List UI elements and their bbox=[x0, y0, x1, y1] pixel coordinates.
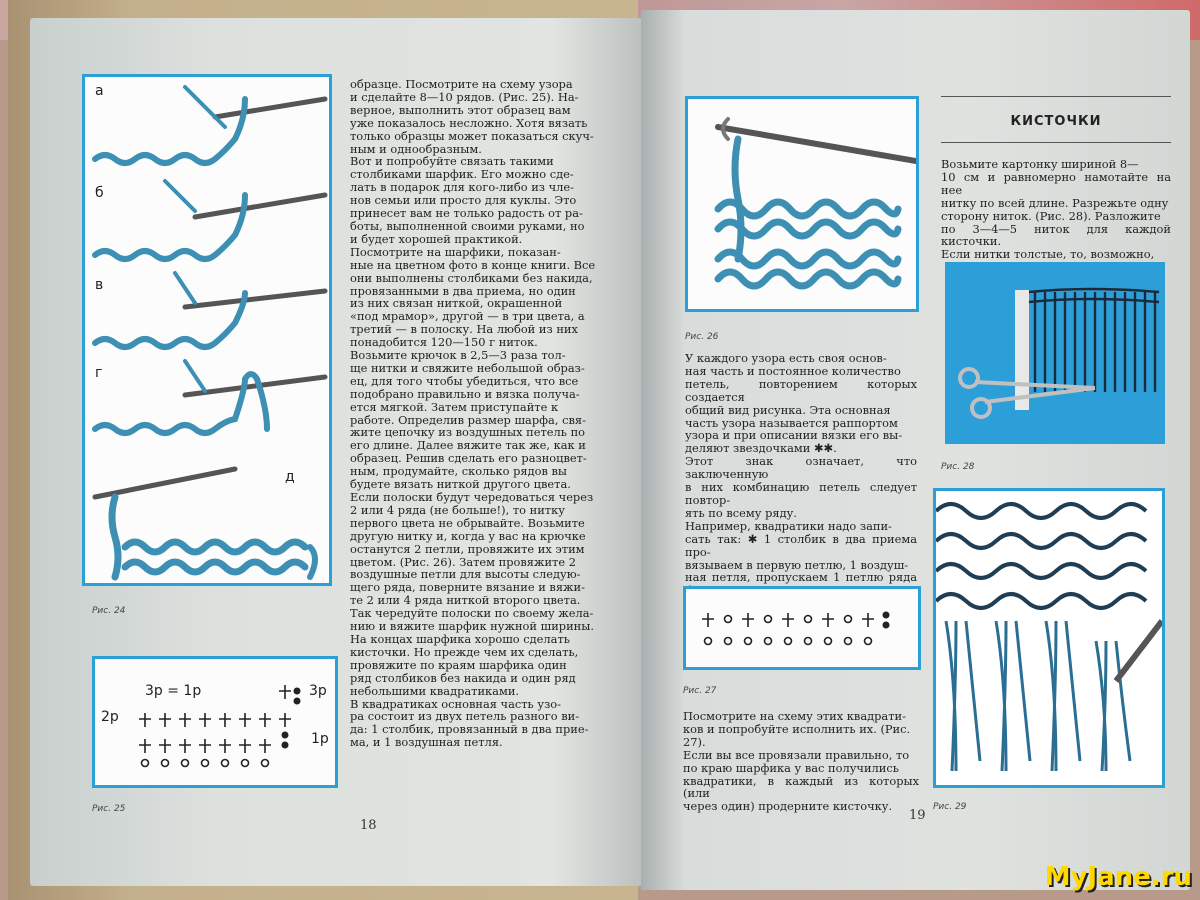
left-body-text-line: образец. Решив сделать его разноцвет- bbox=[350, 451, 587, 466]
figure-29-illustration bbox=[936, 491, 1162, 785]
left-body-text-line: лать в подарок для кого-либо из чле- bbox=[350, 180, 574, 195]
right-page bbox=[641, 10, 1190, 890]
figure-27-stitch-chart bbox=[686, 589, 918, 667]
right-page-number: 19 bbox=[909, 808, 926, 823]
left-body-text-line: уже показалось несложно. Хотя вязать bbox=[350, 115, 588, 130]
left-body-text-line: провяжите по краям шарфика один bbox=[350, 657, 567, 672]
left-body-text-line: принесет вам не только радость от ра- bbox=[350, 206, 583, 221]
left-body-text-line: работе. Определив размер шарфа, свя- bbox=[350, 412, 586, 427]
figure-27-caption: Рис. 27 bbox=[683, 686, 717, 696]
left-body-text-line: жите цепочку из воздушных петель по bbox=[350, 425, 586, 440]
figure-25-stitch-chart bbox=[95, 659, 335, 785]
right-body-text-line: петель, повторением которых создается bbox=[685, 376, 917, 404]
left-body-text-line: ец, для того чтобы убедиться, что все bbox=[350, 373, 579, 388]
left-body-text-line: нов семьи или просто для куклы. Это bbox=[350, 193, 577, 208]
left-body-text-line: и сделайте 8—10 рядов. (Рис. 25). На- bbox=[350, 89, 579, 104]
right-body-text-line: общий вид рисунка. Эта основная bbox=[685, 402, 891, 417]
tassel-text-line: 10 см и равномерно намотайте на нее bbox=[941, 169, 1171, 197]
left-body-text-line: Посмотрите на шарфики, показан- bbox=[350, 244, 561, 259]
left-body-text-line: ще нитки и свяжите небольшой образ- bbox=[350, 360, 585, 375]
left-body-text-line: На концах шарфика хорошо сделать bbox=[350, 631, 570, 646]
right-body-text-2-line: по краю шарфика у вас получились bbox=[683, 760, 899, 775]
figure-24-step-b: б bbox=[95, 185, 104, 201]
left-body-text-line: останутся 2 петли, провяжите их этим bbox=[350, 541, 585, 556]
right-body-text-line: узора и при описании вязки его вы- bbox=[685, 428, 903, 443]
figure-24-step-d: д bbox=[285, 469, 295, 485]
right-body-text-line: ная петля, пропускаем 1 петлю ряда bbox=[685, 570, 917, 585]
left-body-text-line: верное, выполнить этот образец вам bbox=[350, 102, 571, 117]
left-body-text-line: ется мягкой. Затем приступайте к bbox=[350, 399, 559, 414]
left-body-text-line: кисточки. Но прежде чем их сделать, bbox=[350, 644, 579, 659]
figure-24-frame bbox=[82, 74, 332, 586]
figure-25-label-3r-1r: 3р = 1р bbox=[145, 683, 202, 699]
right-body-text-line: ная часть и постоянное количество bbox=[685, 363, 901, 378]
tassel-text-line: сторону ниток. (Рис. 28). Разложите bbox=[941, 208, 1161, 223]
tassel-text-line: нитку по всей длине. Разрежьте одну bbox=[941, 195, 1169, 210]
left-body-text-line: они выполнены столбиками без накида, bbox=[350, 270, 593, 285]
tassel-intro-text bbox=[941, 158, 1171, 261]
right-body-text-line: ять по всему ряду. bbox=[685, 505, 797, 520]
left-body-text-line: провязанными в два приема, но один bbox=[350, 283, 576, 298]
figure-25-label-3r: 3р bbox=[309, 683, 327, 699]
left-body-text-line: и будет хорошей практикой. bbox=[350, 231, 523, 246]
left-body-text-line: столбиками шарфик. Его можно сде- bbox=[350, 167, 574, 182]
left-body-text-line: другую нитку и, когда у вас на крючке bbox=[350, 528, 586, 543]
left-body-text-line: подобрано правильно и вязка получа- bbox=[350, 386, 580, 401]
left-body-text-line: его длине. Далее вяжите так же, как и bbox=[350, 438, 586, 453]
left-body-text-line: ным и однообразным. bbox=[350, 141, 482, 156]
figure-24-caption: Рис. 24 bbox=[92, 606, 126, 616]
heading-rule-bottom bbox=[941, 142, 1171, 143]
right-body-text-line: вязываем в первую петлю, 1 воздуш- bbox=[685, 557, 909, 572]
left-body-text-line: В квадратиках основная часть узо- bbox=[350, 696, 561, 711]
figure-24-step-g: г bbox=[95, 365, 103, 381]
heading-rule-top bbox=[941, 96, 1171, 97]
figure-26-illustration bbox=[688, 99, 916, 309]
left-body-text-line: образце. Посмотрите на схему узора bbox=[350, 77, 573, 91]
left-body-text-line: ным, продумайте, сколько рядов вы bbox=[350, 464, 567, 479]
left-body-text-line: небольшими квадратиками. bbox=[350, 683, 520, 698]
left-body-text-line: понадобится 120—150 г ниток. bbox=[350, 335, 538, 350]
right-body-text-line: сать так: ✱ 1 столбик в два приема про- bbox=[685, 531, 917, 559]
left-body-text-line: ра состоит из двух петель разного ви- bbox=[350, 709, 580, 724]
figure-24-step-a: а bbox=[95, 83, 104, 99]
left-body-text-line: Если полоски будут чередоваться через bbox=[350, 490, 594, 504]
left-body-text-line: Так чередуйте полоски по своему жела- bbox=[350, 606, 594, 621]
figure-25-label-2r: 2р bbox=[101, 709, 119, 725]
figure-26-caption: Рис. 26 bbox=[685, 332, 719, 342]
figure-24-illustration bbox=[85, 77, 329, 583]
right-body-text-line: У каждого узора есть своя основ- bbox=[685, 351, 887, 365]
figure-27-frame bbox=[683, 586, 921, 670]
right-page-body-text-2 bbox=[683, 710, 919, 813]
left-body-text-line: ма, и 1 воздушная петля. bbox=[350, 735, 503, 750]
left-body-text-line: будете вязать ниткой другого цвета. bbox=[350, 477, 571, 492]
right-body-text-2-line: квадратики, в каждый из которых (или bbox=[683, 773, 919, 801]
left-body-text-line: нию и вяжите шарфик нужной ширины. bbox=[350, 619, 594, 634]
right-body-text-line: часть узора называется раппортом bbox=[685, 415, 898, 430]
watermark-logo: MyJane.ru bbox=[1044, 862, 1192, 892]
figure-28-caption: Рис. 28 bbox=[941, 462, 975, 472]
section-heading: КИСТОЧКИ bbox=[1010, 114, 1102, 129]
right-body-text-2-line: 27). bbox=[683, 734, 706, 749]
figure-25-label-1r: 1р bbox=[311, 731, 329, 747]
right-body-text-2-line: Посмотрите на схему этих квадрати- bbox=[683, 709, 906, 723]
figure-29-frame bbox=[933, 488, 1165, 788]
tassel-text-line: по 3—4—5 ниток для каждой кисточки. bbox=[941, 221, 1171, 249]
left-body-text-line: щего ряда, поверните вязание и вяжи- bbox=[350, 580, 585, 595]
figure-25-frame bbox=[92, 656, 338, 788]
left-body-text-line: воздушные петли для высоты следую- bbox=[350, 567, 581, 582]
left-body-text-line: только образцы может показаться скуч- bbox=[350, 128, 594, 143]
left-body-text-line: Вот и попробуйте связать такими bbox=[350, 154, 554, 169]
figure-24-step-v: в bbox=[95, 277, 104, 293]
left-body-text-line: цветом. (Рис. 26). Затем провяжите 2 bbox=[350, 554, 576, 569]
tassel-text-line: Возьмите картонку шириной 8— bbox=[941, 157, 1139, 171]
left-body-text-line: да: 1 столбик, провязанный в два прие- bbox=[350, 722, 589, 737]
left-body-text-line: Возьмите крючок в 2,5—3 раза тол- bbox=[350, 348, 566, 363]
left-body-text-line: первого цвета не обрывайте. Возьмите bbox=[350, 515, 585, 530]
left-page bbox=[30, 18, 648, 886]
left-body-text-line: из них связан ниткой, окрашенной bbox=[350, 296, 563, 311]
left-body-text-line: третий — в полоску. На любой из них bbox=[350, 322, 578, 337]
left-body-text-line: «под мрамор», другой — в три цвета, а bbox=[350, 309, 585, 324]
left-page-number: 18 bbox=[360, 818, 377, 833]
right-body-text-line: Например, квадратики надо запи- bbox=[685, 518, 892, 533]
figure-29-caption: Рис. 29 bbox=[933, 802, 967, 812]
left-body-text-line: те 2 или 4 ряда ниткой второго цвета. bbox=[350, 593, 581, 608]
left-body-text-line: ряд столбиков без накида и один ряд bbox=[350, 670, 576, 685]
right-body-text-2-line: Если вы все провязали правильно, то bbox=[683, 747, 910, 762]
right-body-text-2-line: ков и попробуйте исполнить их. (Рис. bbox=[683, 721, 911, 736]
figure-28-illustration bbox=[945, 262, 1165, 444]
right-body-text-2-line: через один) продерните кисточку. bbox=[683, 799, 893, 814]
left-page-body-text bbox=[350, 78, 632, 749]
right-body-text-line: Этот знак означает, что заключенную bbox=[685, 454, 917, 482]
figure-25-caption: Рис. 25 bbox=[92, 804, 126, 814]
figure-26-frame bbox=[685, 96, 919, 312]
left-body-text-line: боты, выполненной своими руками, но bbox=[350, 218, 585, 233]
tassel-text-line: Если нитки толстые, то, возможно, bbox=[941, 247, 1155, 262]
right-body-text-line: в них комбинацию петель следует повтор- bbox=[685, 480, 917, 507]
figure-28-photo bbox=[945, 262, 1165, 444]
right-body-text-line: деляют звездочками ✱✱. bbox=[685, 441, 837, 456]
left-body-text-line: ные на цветном фото в конце книги. Все bbox=[350, 257, 596, 272]
left-body-text-line: 2 или 4 ряда (не больше!), то нитку bbox=[350, 502, 565, 517]
